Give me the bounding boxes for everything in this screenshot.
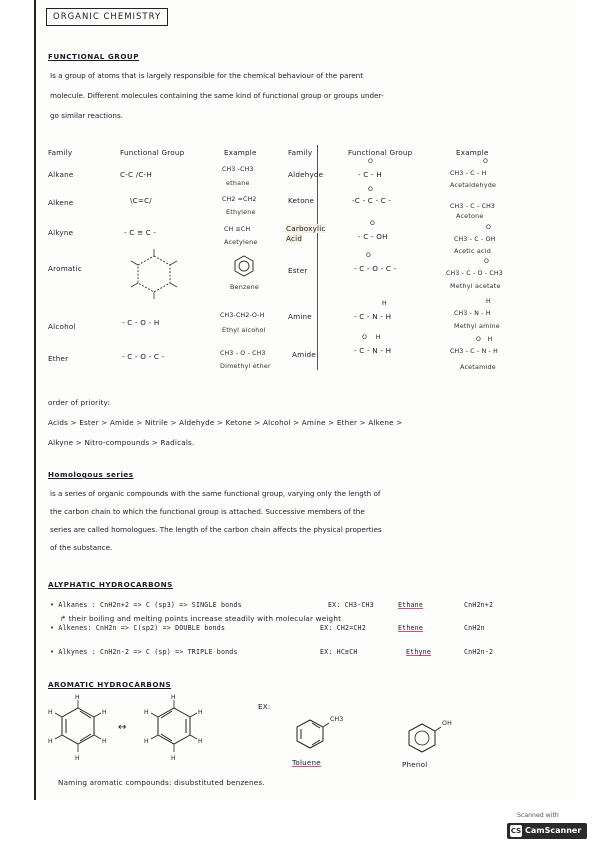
header-family-left: Family [48,148,73,157]
alkenes-formula: CnH2n [464,624,485,632]
example-ketone: CH3 - C - CH3 [450,203,496,210]
family-alcohol: Alcohol [48,322,76,331]
group-amine: - C - N - H [354,312,392,321]
group-alkene: \C=C/ [130,196,152,205]
svg-text:H: H [144,709,149,716]
alkanes-formula: CnH2n+2 [464,601,494,609]
example-aldehyde-o: O [483,158,489,165]
priority-line-2: Alkyne > Nitro-compounds > Radicals. [48,438,195,447]
functional-group-heading: FUNCTIONAL GROUP [48,52,140,61]
svg-text:H: H [48,709,53,716]
boiling-point-note: ↱ their boiling and melting points increase steadily with molecular weight [60,614,342,623]
group-aldehyde: - C - H [358,170,382,179]
page-title: ORGANIC CHEMISTRY [46,8,168,26]
family-carboxylic: Carboxylic [286,224,326,233]
family-alkene: Alkene [48,198,74,207]
alkynes-name: Ethyne [406,648,432,656]
example-ether: CH3 - O - CH3 [220,350,266,357]
aliphatic-heading: ALYPHATIC HYDROCARBONS [48,580,173,589]
family-aldehyde: Aldehyde [288,170,324,179]
functional-group-line-2: molecule. Different molecules containing the same kind of functional group or groups under- [50,91,384,100]
homologous-line-4: of the substance. [50,543,113,552]
group-alcohol: - C - O - H [122,318,160,327]
example-ester-o: O [484,258,490,265]
group-alkyne: - C ≡ C - [124,228,157,237]
scanned-with-label: Scanned with [517,812,559,819]
example-alkene: CH2 =CH2 [222,196,257,203]
example-name-carboxylic: Acetic acid [454,247,491,255]
benzene-kekule-structure [124,248,184,302]
header-example-left: Example [224,148,257,157]
example-name-alkyne: Acetylene [224,238,258,246]
example-name-amide: Acetamide [460,363,496,371]
family-alkyne: Alkyne [48,228,74,237]
example-alkane: CH3 -CH3 [222,166,254,173]
example-amide-oh: O H [476,336,493,343]
group-carboxylic-o: O [370,220,376,227]
group-amide: - C - N - H [354,346,392,355]
family-alkane: Alkane [48,170,74,179]
example-amine: CH3 - N - H [454,310,491,317]
toluene-label: Toluene [292,758,321,767]
family-ester: Ester [288,266,308,275]
example-name-ketone: Acetone [456,212,484,220]
alkynes-line: • Alkynes : CnH2n-2 => C (sp) => TRIPLE bonds [50,648,238,656]
example-name-alkene: Ethylene [226,208,256,216]
svg-text:H: H [75,755,80,762]
phenol-substituent: OH [442,720,452,727]
example-alkyne: CH ≡CH [224,226,251,233]
camscanner-name: CamScanner [525,826,582,835]
svg-text:H: H [198,738,203,745]
header-group-right: Functional Group [348,148,413,157]
phenol-label: Phenol [402,760,428,769]
group-amide-oh: O H [362,334,381,341]
camscanner-logo-icon: CS [510,827,522,835]
alkenes-example: EX: CH2=CH2 [320,624,366,632]
group-carboxylic: - C - OH [358,232,388,241]
group-ester: - C - O - C - [354,264,397,273]
example-carboxylic: CH3 - C - OH [454,236,496,243]
svg-text:H: H [102,709,107,716]
aromatic-heading: AROMATIC HYDROCARBONS [48,680,172,689]
example-aldehyde: CH3 - C - H [450,170,487,177]
toluene-substituent: CH3 [330,716,344,723]
svg-text:H: H [144,738,149,745]
alkenes-name: Ethene [398,624,424,632]
alkanes-example: EX: CH3-CH3 [328,601,374,609]
group-alkane: C-C /C-H [120,170,152,179]
alkanes-name: Ethane [398,601,424,609]
alkynes-formula: CnH2n-2 [464,648,494,656]
example-name-ester: Methyl acetate [450,282,501,290]
phenol-structure [402,716,446,756]
family-amide: Amide [292,350,316,359]
group-amine-h: H [382,300,387,307]
alkanes-line: • Alkanes : CnH2n+2 => C (sp3) => SINGLE bonds [50,601,242,609]
example-amide: CH3 - C - N - H [450,348,499,355]
homologous-line-3: series are called homologues. The length of the carbon chain affects the physical properties [50,525,382,534]
group-ester-o: O [366,252,372,259]
example-name-aromatic: Benzene [230,283,260,291]
example-name-ether: Dimethyl ether [220,362,271,370]
benzene-ring-icon [232,254,256,278]
naming-aromatic-note: Naming aromatic compounds: disubstituted benzenes. [58,778,265,787]
alkenes-line: • Alkenes: CnH2n => C(sp2) => DOUBLE bonds [50,624,226,632]
functional-group-line-3: go similar reactions. [50,111,123,120]
svg-text:H: H [171,694,176,701]
group-ketone: -C - C - C - [352,196,392,205]
homologous-line-2: the carbon chain to which the functional group is attached. Successive members of the [50,507,365,516]
family-ketone: Ketone [288,196,315,205]
family-aromatic: Aromatic [48,264,82,273]
header-family-right: Family [288,148,313,157]
alkynes-example: EX: HC≡CH [320,648,358,656]
example-name-alcohol: Ethyl alcohol [222,326,266,334]
header-example-right: Example [456,148,489,157]
group-ketone-o: O [368,186,374,193]
homologous-heading: Homologous series [48,470,134,479]
functional-group-line-1: Is a group of atoms that is largely responsible for the chemical behaviour of the parent [50,71,364,80]
priority-line-1: Acids > Ester > Amide > Nitrile > Aldehyde > Ketone > Alcohol > Amine > Ether > Alkene > [48,418,403,427]
example-alcohol: CH3-CH2-O-H [220,312,265,319]
toluene-structure [290,712,334,752]
example-carboxylic-o: O [486,224,492,231]
benzene-resonance-structures [44,694,234,766]
svg-text:H: H [75,694,80,701]
example-name-amine: Methyl amine [454,322,500,330]
svg-text:H: H [198,709,203,716]
svg-text:H: H [102,738,107,745]
camscanner-badge [507,812,587,840]
svg-text:H: H [48,738,53,745]
aromatic-example-label: EX: [258,702,271,711]
group-ether: - C - O - C - [122,352,165,361]
example-amine-h: H [486,298,491,305]
priority-heading: order of priority: [48,398,111,407]
family-carboxylic-acid: Acid [286,234,303,243]
family-ether: Ether [48,354,69,363]
family-amine: Amine [288,312,312,321]
example-name-alkane: ethane [226,179,250,187]
example-name-aldehyde: Acetaldehyde [450,181,497,189]
svg-text:H: H [171,755,176,762]
group-aldehyde-o: O [368,158,374,165]
homologous-line-1: is a series of organic compounds with the same functional group, varying only the length of [50,489,381,498]
header-group-left: Functional Group [120,148,185,157]
notebook-page [34,0,576,800]
example-ester: CH3 - C - O - CH3 [446,270,503,277]
svg-text:↔: ↔ [118,722,127,733]
